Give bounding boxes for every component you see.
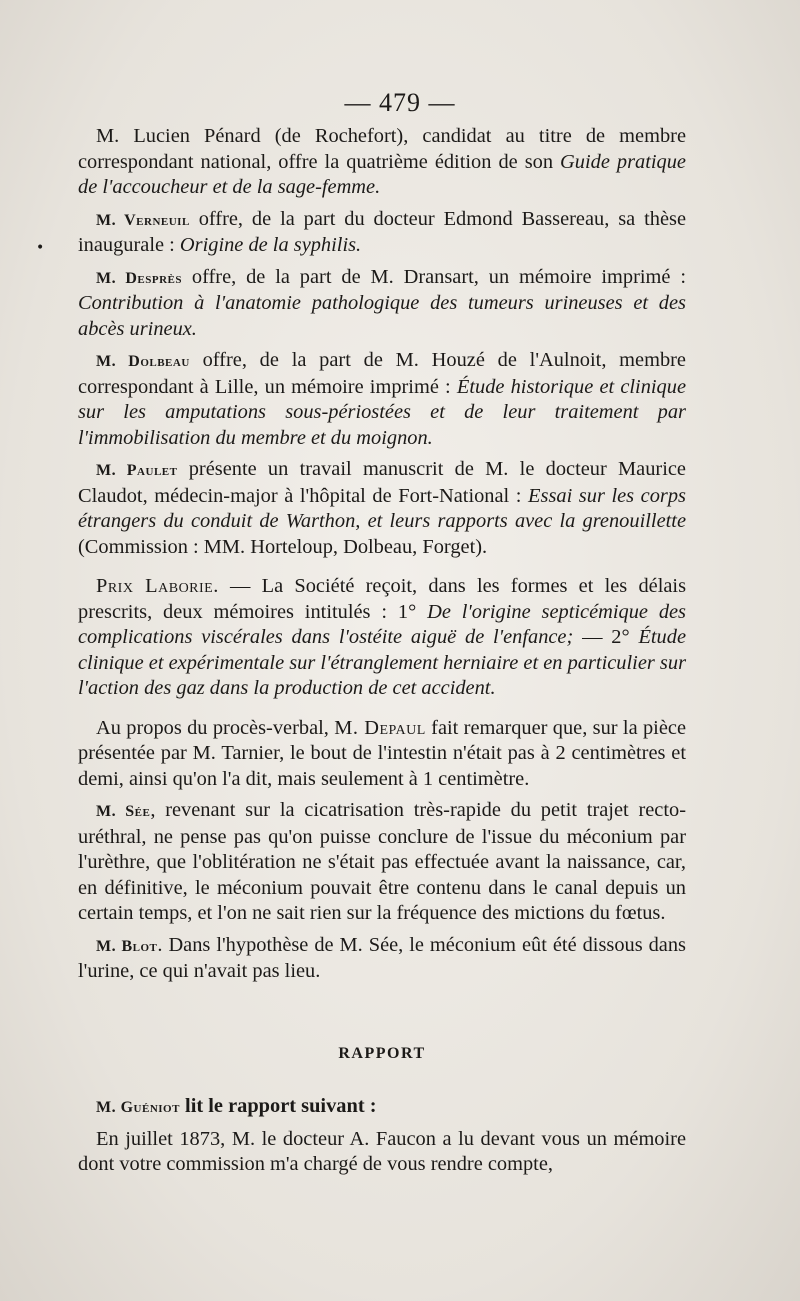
text-run: M. Sée (96, 803, 151, 820)
paragraph (78, 348, 686, 451)
text-run: En juillet 1873, M. le docteur A. Faucon a lu devant vous un mémoire dont votre commission m'a chargé de vous rendre compte, (78, 1127, 686, 1175)
section-heading: RAPPORT (338, 1044, 426, 1062)
text-run: Essai sur les corps étrangers du conduit de Warthon, et leurs rapports avec la grenouillette (78, 484, 686, 532)
text-run: M. Dolbeau (96, 353, 190, 370)
paragraph (78, 124, 686, 201)
paragraph (78, 1127, 686, 1178)
page-body (78, 124, 686, 1178)
paragraph (78, 265, 686, 343)
text-run: , revenant sur la cicatrisation très-rapide du petit trajet recto-uréthral, ne pense pas qu'on puisse conclure de l'issue du méconium par l'urèthre, que l'oblitération ne s'était pas effectuée avant la naissance, car, en définitive, le méconium pouvait être contenu dans le canal depuis un certain temps, et l'on ne sait rien sur la fréquence des mictions du fœtus. (78, 799, 686, 924)
text-run: . Dans l'hypothèse de M. Sée, le méconium eût été dissous dans l'urine, ce qui n'avait pas lieu. (78, 933, 686, 982)
text-run: offre, de la part de M. Dransart, un mémoire imprimé : (182, 265, 686, 288)
paragraph (78, 716, 686, 793)
text-run: Au propos du procès-verbal, (96, 716, 335, 739)
text-run: Origine de la syphilis. (179, 234, 362, 256)
text-run: offre, de la part du docteur Edmond Bassereau, sa thèse inaugurale : (78, 207, 686, 256)
text-run: Prix Laborie. (96, 575, 219, 597)
text-run: présente un travail manuscrit de M. le docteur Maurice Claudot, médecin-major à l'hôpital de Fort-National : (78, 458, 686, 507)
text-run: offre, de la part de M. Houzé de l'Aulnoit, membre correspondant à Lille, un mémoire imprimé : (78, 349, 686, 398)
paragraph (78, 1094, 686, 1121)
text-run: M. Depaul (334, 716, 426, 739)
text-run: fait remarquer que, sur la pièce présentée par M. Tarnier, le bout de l'intestin n'était pas à 2 centimètres et demi, ainsi qu'on l'a dit, mais seulement à 1 centimètre. (78, 716, 686, 790)
text-run: M. Guéniot (96, 1099, 180, 1116)
paragraph (78, 207, 686, 259)
margin-mark: • (36, 240, 45, 256)
text-run: (Commission : MM. Horteloup, Dolbeau, Forget). (78, 535, 488, 558)
text-run: M. Desprès (96, 269, 183, 287)
text-run: M. Blot (96, 937, 158, 955)
text-run: Lucien Pénard (de Rochefort), candidat au titre de membre correspondant national, offre la quatrième édition de son (78, 125, 686, 173)
page-number: — 479 — (344, 88, 456, 117)
text-run: De l'origine septicémique des complications viscérales dans l'ostéite aiguë de l'enfance; (78, 600, 686, 648)
text-run: — La Société reçoit, dans les formes et les délais prescrits, deux mémoires intitulés : 1° (78, 575, 687, 623)
text-run: M. Paulet (96, 462, 178, 479)
proceedings-section (78, 124, 686, 985)
text-run: lit le rapport suivant : (179, 1095, 377, 1117)
text-run: M. (96, 125, 120, 147)
paragraph (78, 457, 686, 560)
text-run: Étude clinique et expérimentale sur l'étranglement herniaire et en particulier sur l'action des gaz dans la production de cet accident. (78, 626, 686, 699)
paragraph (78, 798, 686, 927)
paragraph (78, 933, 686, 985)
text-run: Étude historique et clinique sur les amputations sous-périostées et de leur traitement par l'immobilisation du membre et du moignon. (78, 375, 687, 449)
text-run: M. Verneuil (96, 211, 190, 229)
text-run: Contribution à l'anatomie pathologique des tumeurs urineuses et des abcès urineux. (78, 292, 686, 340)
paragraph (78, 574, 686, 702)
text-run: Guide pratique de l'accoucheur et de la sage-femme. (78, 150, 686, 198)
text-run: — 2° (573, 626, 639, 648)
report-section (78, 1094, 686, 1178)
